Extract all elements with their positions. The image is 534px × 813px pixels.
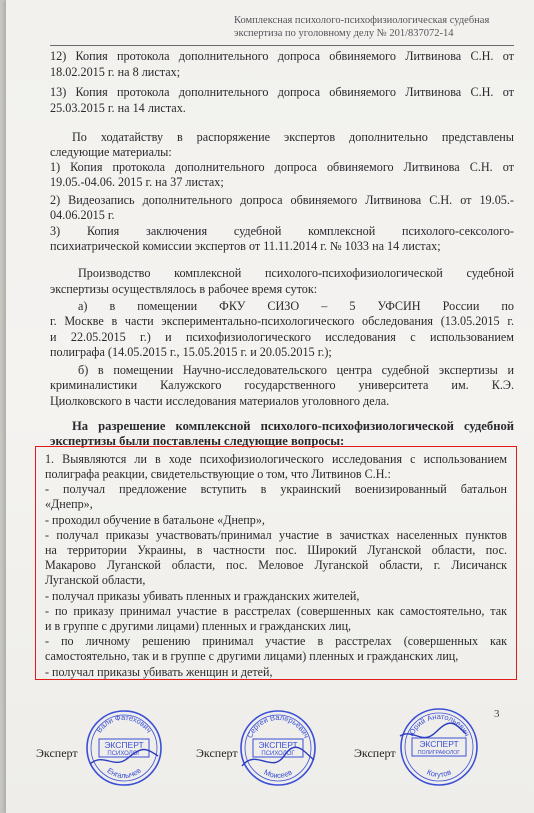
document-page xyxy=(6,0,534,813)
production-line-2: экспертизы осуществлялось в рабочее время суток: xyxy=(50,282,318,296)
material-1-line-1: 1) Копия протокола дополнительного допроса обвиняемого Литвинова С.Н. от xyxy=(50,160,514,174)
svg-text:Моисеев: Моисеев xyxy=(262,767,294,781)
signature-label-2: Эксперт xyxy=(196,746,238,760)
expert-stamp-3 xyxy=(398,706,480,788)
item-12-line-1: 12) Копия протокола дополнительного допроса обвиняемого Литвинова С.Н. от xyxy=(50,49,514,63)
expert-stamp-1 xyxy=(84,708,164,788)
question-line: Макарово Луганской области, пос. Меловое Луганской области, г. Лисичанск xyxy=(45,558,507,572)
production-b-line-3: Циолковского в части исследования материалов уголовного дела. xyxy=(50,394,390,408)
question-line: 1. Выявляются ли в ходе психофизиологического исследования с использованием xyxy=(45,452,507,466)
questions-heading-line-1: На разрешение комплексной психолого-психофизиологической судебной xyxy=(72,419,514,433)
svg-text:Енгалычев: Енгалычев xyxy=(105,765,143,781)
production-b-line-2: криминалистики Калужского государственного университета им. К.Э. xyxy=(50,378,514,392)
header-line-2: экспертиза по уголовному делу № 201/837072-14 xyxy=(234,28,454,39)
production-line-1: Производство комплексной психолого-психофизиологической судебной xyxy=(78,266,514,280)
svg-text:Вали Фатехович: Вали Фатехович xyxy=(94,712,154,735)
signature-label-1: Эксперт xyxy=(36,746,78,760)
question-line: самостоятельно, так и в группе с другими лицами) пленных и гражданских лиц, xyxy=(45,649,459,663)
production-a-line-4: полиграфа (14.05.2015 г., 15.05.2015 г. и 20.05.2015 г.); xyxy=(50,345,332,359)
question-line: и в группе с другими лицами) пленных и гражданских лиц, xyxy=(45,619,352,633)
expert-stamp-2 xyxy=(238,708,318,788)
svg-text:Сергей Валерьевич: Сергей Валерьевич xyxy=(245,712,311,740)
svg-text:ПСИХОЛОГ: ПСИХОЛОГ xyxy=(107,751,141,757)
production-a-line-1: а) в помещении ФКУ СИЗО – 5 УФСИН России по xyxy=(78,299,514,313)
material-3-line-1: 3) Копия заключения судебной комплексной психолого-сексолого- xyxy=(50,224,514,238)
stamp-seal-icon xyxy=(238,708,318,788)
question-line: - по приказу принимал участие в расстрелах (совершенных как самостоятельно, так xyxy=(45,604,507,618)
material-2-line-1: 2) Видеозапись дополнительного допроса обвиняемого Литвинова С.Н. от 19.05.- xyxy=(50,193,514,207)
svg-text:ПСИХОЛОГ: ПСИХОЛОГ xyxy=(261,751,295,757)
question-line: «Днепр», xyxy=(45,497,93,511)
production-a-line-2: г. Москве в части экспериментально-психологического обследования (13.05.2015 г. xyxy=(50,314,514,328)
questions-heading-line-2: экспертизы были поставлены следующие вопросы: xyxy=(50,434,345,448)
material-2-line-2: 04.06.2015 г. xyxy=(50,208,115,222)
question-line: - по личному решению принимал участие в расстрелах (совершенных как xyxy=(45,634,507,648)
question-line: Луганской области, xyxy=(45,573,146,587)
item-13-line-1: 13) Копия протокола дополнительного допроса обвиняемого Литвинова С.Н. от xyxy=(50,85,514,99)
svg-text:ЭКСПЕРТ: ЭКСПЕРТ xyxy=(419,739,459,749)
additional-intro-2: следующие материалы: xyxy=(50,145,172,159)
question-line: - получал предложение вступить в украинский военизированный батальон xyxy=(45,482,507,496)
material-1-line-2: 19.05.-04.06. 2015 г. на 37 листах; xyxy=(50,175,224,189)
question-line: полиграфа реакции, свидетельствующие о том, что Литвинов С.Н.: xyxy=(45,467,391,481)
header-divider xyxy=(50,45,514,46)
additional-intro-1: По ходатайству в распоряжение экспертов дополнительно представлены xyxy=(72,130,514,144)
svg-text:ЭКСПЕРТ: ЭКСПЕРТ xyxy=(258,740,298,750)
svg-text:Юрий Анатольевич: Юрий Анатольевич xyxy=(406,711,472,738)
item-13-line-2: 25.03.2015 г. на 14 листах. xyxy=(50,101,186,115)
production-a-line-3: и 22.05.2015 г.) и психофизиологического исследования с использованием xyxy=(50,330,514,344)
signature-label-3: Эксперт xyxy=(354,746,396,760)
question-line: - получал приказы участвовать/принимал участие в зачистках населенных пунктов xyxy=(45,528,507,542)
production-b-line-1: б) в помещении Научно-исследовательского центра судебной экспертизы и xyxy=(78,363,514,377)
page-number: 3 xyxy=(494,708,500,720)
question-line: - получал приказы убивать пленных и гражданских жителей, xyxy=(45,589,360,603)
question-line: - получал приказы убивать женщин и детей, xyxy=(45,665,273,679)
material-3-line-2: психиатрической комиссии экспертов от 11.11.2014 г. № 1033 на 14 листах; xyxy=(50,239,441,253)
svg-text:Когутов: Когутов xyxy=(425,767,453,780)
question-line: - проходил обучение в батальоне «Днепр», xyxy=(45,513,265,527)
question-line: на территории Украины, в частности пос. Широкий Луганской области, пос. xyxy=(45,543,507,557)
svg-text:ЭКСПЕРТ: ЭКСПЕРТ xyxy=(104,740,144,750)
stamp-seal-icon xyxy=(398,706,480,788)
item-12-line-2: 18.02.2015 г. на 8 листах; xyxy=(50,65,181,79)
stamp-seal-icon xyxy=(84,708,164,788)
header-line-1: Комплексная психолого-психофизиологическая судебная xyxy=(234,15,490,26)
svg-text:ПОЛИГРАФОЛОГ: ПОЛИГРАФОЛОГ xyxy=(417,750,461,756)
page-header xyxy=(234,14,494,40)
